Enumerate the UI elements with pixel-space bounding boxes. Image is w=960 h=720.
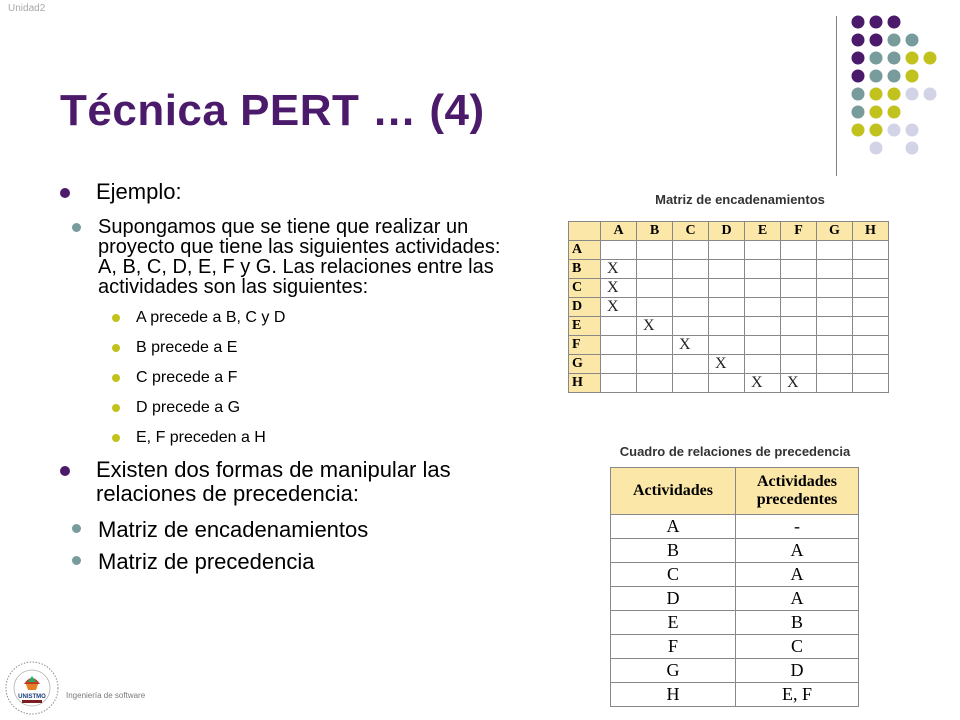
decorative-dot (870, 124, 883, 137)
matrix-row (569, 336, 889, 355)
matrix-cell (709, 260, 745, 279)
matrix-cell (709, 298, 745, 317)
matrix-row-header: H (569, 374, 601, 393)
precedence-precedents: B (736, 611, 859, 635)
decorative-dot (906, 124, 919, 137)
decorative-dot (888, 70, 901, 83)
matrix-cell (745, 260, 781, 279)
matrix-cell (853, 317, 889, 336)
matrix-cell (781, 279, 817, 298)
decorative-dot (888, 124, 901, 137)
matrix-cell (781, 260, 817, 279)
precedence-activity: G (611, 659, 736, 683)
matrix-cell (817, 336, 853, 355)
decorative-dot (906, 52, 919, 65)
matrix-cell (637, 241, 673, 260)
matrix-col-header: A (601, 222, 637, 241)
matrix-corner (569, 222, 601, 241)
matrix-cell (781, 317, 817, 336)
matrix-cell (853, 260, 889, 279)
matrix-header-row (569, 222, 889, 241)
matrix-cell (601, 241, 637, 260)
decorative-dot (852, 16, 865, 29)
matrix-cell (673, 355, 709, 374)
matrix-cell (745, 298, 781, 317)
matrix-cell (853, 336, 889, 355)
precedence-header-row (611, 468, 859, 515)
matrix-cell: X (709, 355, 745, 374)
decorative-dot (888, 34, 901, 47)
matrix-cell: X (745, 374, 781, 393)
bullet-existen: Existen dos formas de manipular las relaciones de precedencia: (60, 458, 476, 506)
matrix-cell (817, 260, 853, 279)
precedence-row (611, 659, 859, 683)
matrix-cell (637, 298, 673, 317)
precedence-precedents: - (736, 515, 859, 539)
matrix-cell (673, 241, 709, 260)
precedence-precedents: C (736, 635, 859, 659)
logo-text: UNISTMO (18, 694, 46, 700)
matrix-cell (709, 279, 745, 298)
matrix-cell (853, 355, 889, 374)
decorative-dot (852, 34, 865, 47)
matrix-cell (781, 355, 817, 374)
matrix-row (569, 298, 889, 317)
precedence-activity: F (611, 635, 736, 659)
matrix-cell: X (601, 279, 637, 298)
matrix-row-header: D (569, 298, 601, 317)
matrix-cell (709, 317, 745, 336)
matrix-cell (853, 241, 889, 260)
matrix-row (569, 317, 889, 336)
matrix-caption: Matriz de encadenamientos (655, 192, 825, 207)
precedence-activity: D (611, 587, 736, 611)
decorative-dot (870, 34, 883, 47)
matrix-cell: X (601, 298, 637, 317)
matrix-cell (601, 355, 637, 374)
decorative-dot (870, 88, 883, 101)
matrix-row-header: F (569, 336, 601, 355)
unistmo-logo (4, 660, 60, 716)
matrix-cell (781, 241, 817, 260)
matrix-cell (637, 260, 673, 279)
precedence-activity: C (611, 563, 736, 587)
precedence-caption: Cuadro de relaciones de precedencia (619, 444, 851, 459)
matrix-cell: X (781, 374, 817, 393)
precedence-row (611, 563, 859, 587)
matrix-col-header: H (853, 222, 889, 241)
matrix-row-header: G (569, 355, 601, 374)
decorative-dot (888, 16, 901, 29)
precedence-table (610, 467, 859, 707)
matrix-cell (853, 374, 889, 393)
decorative-dot (852, 88, 865, 101)
relation-item: A precede a B, C y D (60, 309, 530, 327)
matrix-row-header: B (569, 260, 601, 279)
matrix-col-header: B (637, 222, 673, 241)
matrix-cell: X (601, 260, 637, 279)
decorative-dot (852, 70, 865, 83)
precedence-row (611, 587, 859, 611)
bullet-ejemplo: Ejemplo: (60, 180, 530, 204)
decorative-dot (852, 124, 865, 137)
decorative-dot (870, 16, 883, 29)
matrix-col-header: E (745, 222, 781, 241)
decorative-dot (870, 106, 883, 119)
precedence-activity: B (611, 539, 736, 563)
matrix-cell (601, 317, 637, 336)
decorative-dot (906, 88, 919, 101)
precedence-precedents: D (736, 659, 859, 683)
matrix-cell (817, 355, 853, 374)
matrix-col-header: G (817, 222, 853, 241)
precedence-row (611, 683, 859, 707)
matrix-cell (709, 241, 745, 260)
precedence-precedents: E, F (736, 683, 859, 707)
decorative-dot-grid (846, 12, 956, 162)
matrix-row (569, 260, 889, 279)
matrix-cell (673, 298, 709, 317)
matrix-cell (745, 241, 781, 260)
slide-title: Técnica PERT … (4) (60, 86, 485, 135)
matrix-row-header: C (569, 279, 601, 298)
decorative-dot (870, 70, 883, 83)
unit-label: Unidad2 (8, 3, 46, 14)
forma-item: Matriz de encadenamientos (60, 518, 530, 542)
decorative-dot (852, 106, 865, 119)
bullet-supongamos: Supongamos que se tiene que realizar un proyecto que tiene las siguientes actividades: A, B, C, D, E, F y G. Las relaciones entre las actividades son las siguientes: (60, 217, 508, 297)
precedence-precedents: A (736, 539, 859, 563)
precedence-row (611, 539, 859, 563)
precedence-header-activities: Actividades (611, 468, 736, 515)
matrix-cell (745, 317, 781, 336)
matrix-cell (637, 355, 673, 374)
matrix-row (569, 279, 889, 298)
matrix-row-header: A (569, 241, 601, 260)
matrix-cell (709, 336, 745, 355)
matrix-cell (601, 374, 637, 393)
matrix-cell (817, 298, 853, 317)
matrix-cell (601, 336, 637, 355)
matrix-cell (673, 260, 709, 279)
matrix-cell (853, 298, 889, 317)
decorative-dot (906, 142, 919, 155)
matrix-col-header: F (781, 222, 817, 241)
matrix-cell (781, 298, 817, 317)
decorative-dot (870, 142, 883, 155)
matrix-cell (817, 317, 853, 336)
decorative-dot (906, 70, 919, 83)
relation-item: C precede a F (60, 369, 530, 387)
precedence-precedents: A (736, 587, 859, 611)
precedence-activity: E (611, 611, 736, 635)
matrix-cell (673, 317, 709, 336)
precedence-activity: A (611, 515, 736, 539)
precedence-header-precedents: Actividades precedentes (736, 468, 859, 515)
slide-content (60, 180, 530, 574)
forma-item: Matriz de precedencia (60, 550, 530, 574)
decorative-dot (906, 34, 919, 47)
matrix-cell (817, 279, 853, 298)
matrix-cell (637, 279, 673, 298)
matrix-cell (745, 336, 781, 355)
decorative-dot (888, 52, 901, 65)
decorative-dot (888, 106, 901, 119)
matrix-cell (673, 374, 709, 393)
matrix-cell (817, 241, 853, 260)
matrix-cell (853, 279, 889, 298)
decorative-divider (836, 16, 837, 176)
precedence-activity: H (611, 683, 736, 707)
matrix-cell (709, 374, 745, 393)
precedence-row (611, 611, 859, 635)
precedence-row (611, 635, 859, 659)
matrix-cell (817, 374, 853, 393)
matrix-cell (745, 355, 781, 374)
matrix-cell (745, 279, 781, 298)
decorative-dot (870, 52, 883, 65)
decorative-dot (924, 88, 937, 101)
matrix-cell (637, 374, 673, 393)
matrix-cell (673, 279, 709, 298)
relation-item: B precede a E (60, 339, 530, 357)
relation-item: D precede a G (60, 399, 530, 417)
precedence-row (611, 515, 859, 539)
footer-text: Ingeniería de software (66, 691, 146, 700)
decorative-dot (924, 52, 937, 65)
matrix-row (569, 374, 889, 393)
matrix-row (569, 241, 889, 260)
precedence-precedents: A (736, 563, 859, 587)
matrix-row (569, 355, 889, 374)
matrix-cell: X (637, 317, 673, 336)
relation-item: E, F preceden a H (60, 429, 530, 447)
matrix-cell (781, 336, 817, 355)
relations-list (60, 309, 530, 447)
matrix-cell: X (673, 336, 709, 355)
matrix-row-header: E (569, 317, 601, 336)
decorative-dot (888, 88, 901, 101)
decorative-dot (852, 52, 865, 65)
matrix-col-header: D (709, 222, 745, 241)
matrix-cell (637, 336, 673, 355)
matrix-col-header: C (673, 222, 709, 241)
chaining-matrix (568, 221, 889, 393)
